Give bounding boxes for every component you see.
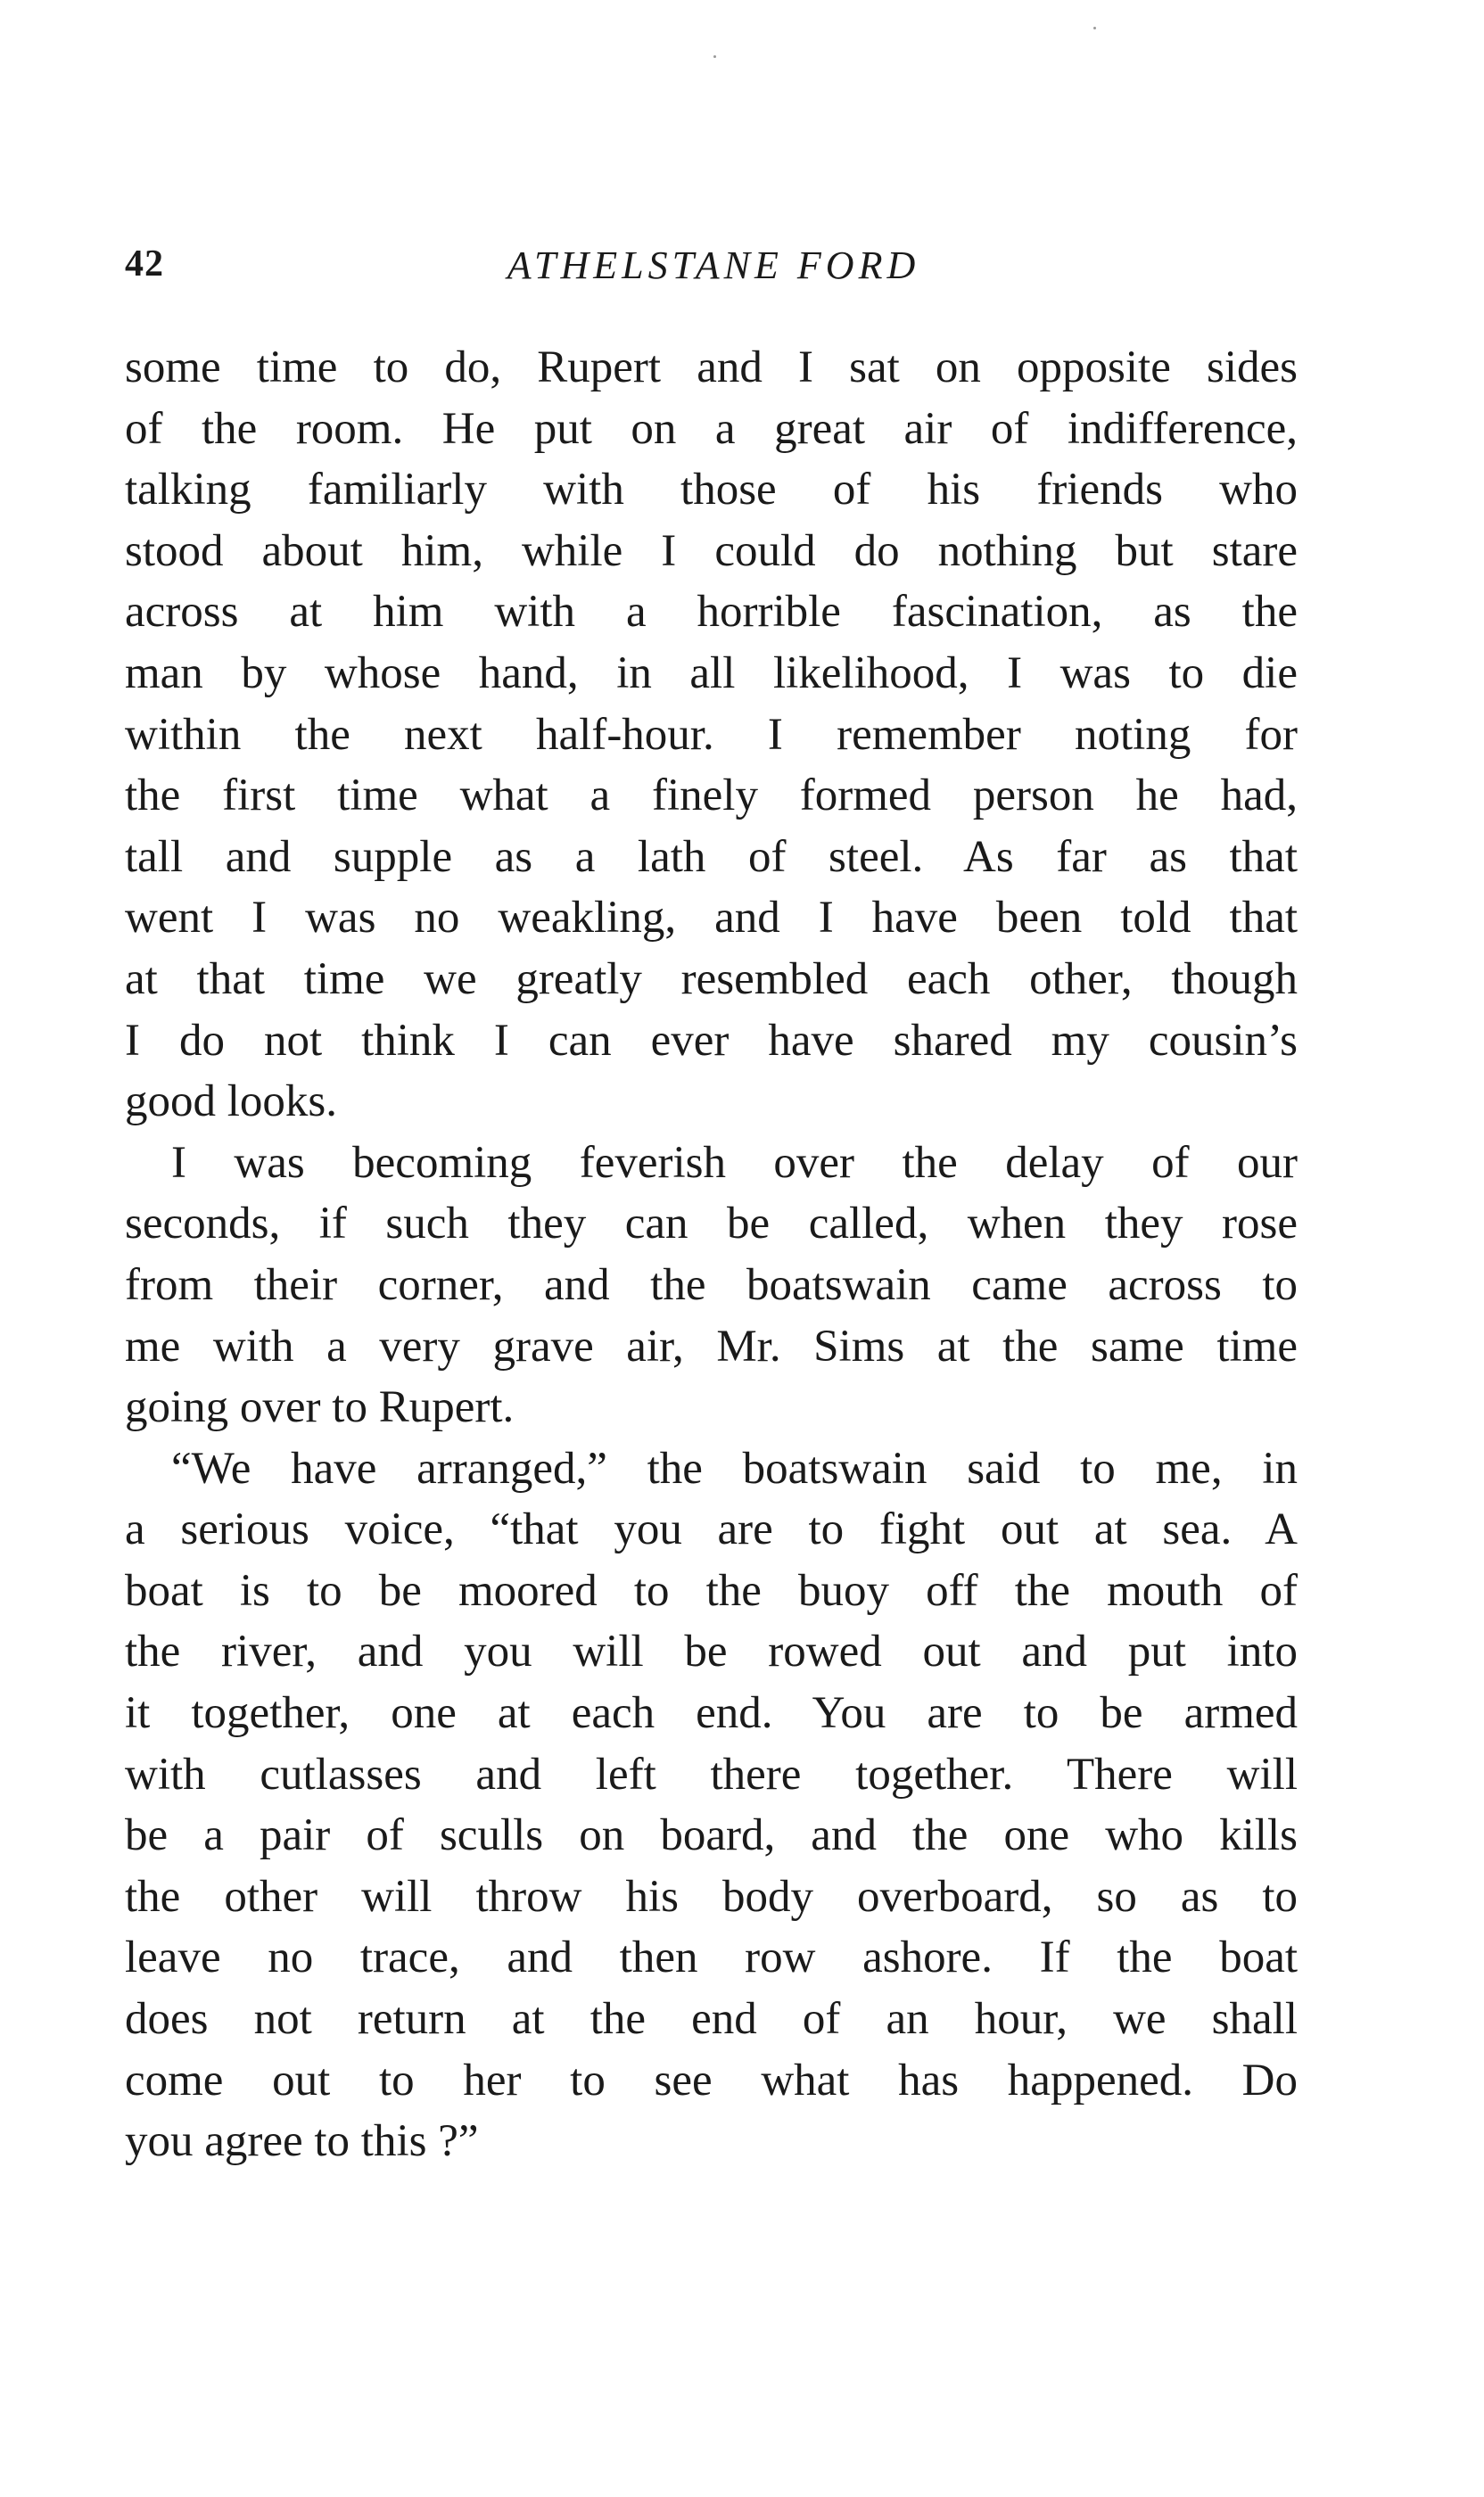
text-line: does not return at the end of an hour, we shall: [125, 1994, 1298, 2045]
text-line: boat is to be moored to the buoy off the mouth of: [125, 1565, 1298, 1616]
text-line: from their corner, and the boatswain came across to: [125, 1259, 1298, 1310]
text-line: a serious voice, “that you are to fight out at sea. A: [125, 1504, 1298, 1555]
text-line: I was becoming feverish over the delay of our: [171, 1137, 1298, 1188]
paper-speck: [713, 55, 716, 58]
text-line: stood about him, while I could do nothing but stare: [125, 525, 1298, 576]
paragraph: [125, 1438, 1298, 2172]
text-line: the other will throw his body overboard, so as to: [125, 1871, 1298, 1922]
text-line: the first time what a finely formed person he had,: [125, 771, 1298, 821]
text-line: of the room. He put on a great air of indifference,: [125, 403, 1298, 454]
page-header: [125, 243, 1302, 296]
text-line: the river, and you will be rowed out and put into: [125, 1627, 1298, 1677]
text-line: went I was no weakling, and I have been told that: [125, 893, 1298, 944]
text-line: seconds, if such they can be called, when they rose: [125, 1199, 1298, 1249]
text-line: tall and supple as a lath of steel. As far as that: [125, 831, 1298, 882]
paper-speck: [1093, 27, 1096, 29]
text-line: talking familiarly with those of his friends who: [125, 465, 1298, 515]
running-title: ATHELSTANE FORD: [507, 243, 920, 287]
text-line: me with a very grave air, Mr. Sims at the same time: [125, 1321, 1298, 1372]
text-line: going over to Rupert.: [125, 1382, 515, 1433]
text-line: man by whose hand, in all likelihood, I was to die: [125, 647, 1298, 698]
paragraph: [125, 337, 1298, 1133]
text-line: with cutlasses and left there together. There will: [125, 1749, 1298, 1800]
page-number: 42: [125, 243, 164, 284]
text-line: you agree to this ?”: [125, 2116, 479, 2167]
text-line: some time to do, Rupert and I sat on opposite sides: [125, 342, 1298, 392]
text-line: it together, one at each end. You are to be armed: [125, 1688, 1298, 1739]
text-line: “We have arranged,” the boatswain said to me, in: [171, 1443, 1298, 1494]
text-line: good looks.: [125, 1076, 338, 1127]
text-line: across at him with a horrible fascination, as the: [125, 587, 1298, 638]
text-line: at that time we greatly resembled each other, though: [125, 953, 1298, 1004]
text-line: leave no trace, and then row ashore. If the boat: [125, 1932, 1298, 1983]
text-line: within the next half-hour. I remember noting for: [125, 709, 1298, 760]
text-line: I do not think I can ever have shared my cousin’s: [125, 1015, 1298, 1066]
text-line: come out to her to see what has happened. Do: [125, 2055, 1298, 2106]
text-line: be a pair of sculls on board, and the one who kills: [125, 1810, 1298, 1861]
body-text: [125, 337, 1298, 2172]
paragraph: [125, 1133, 1298, 1438]
